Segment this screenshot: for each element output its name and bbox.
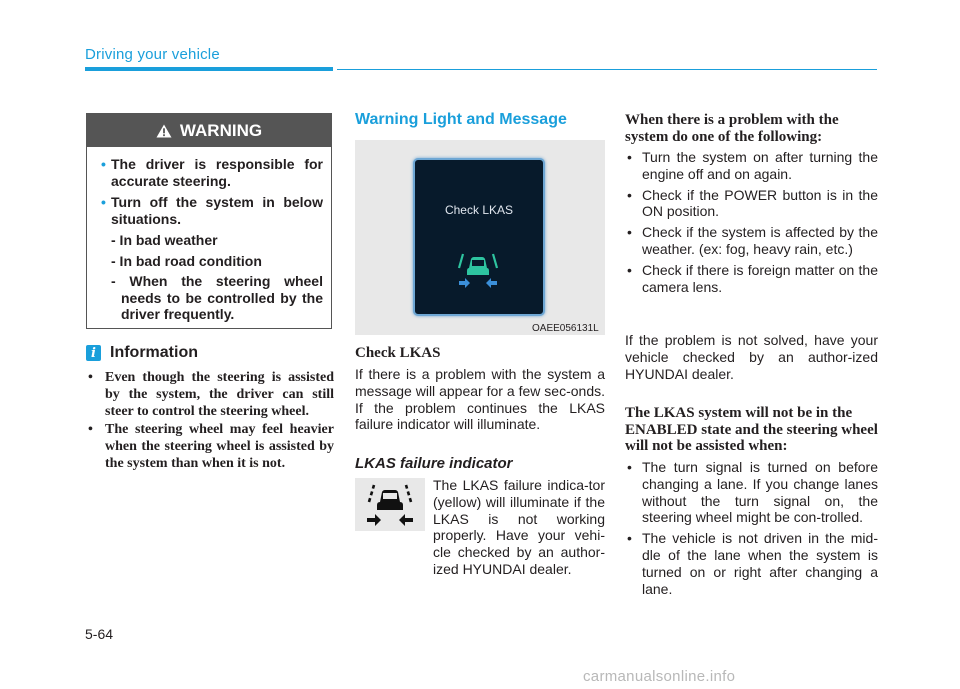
not-enabled-heading: The LKAS system will not be in the ENABLED state and the steering wheel will not be assisted when: [625, 405, 878, 454]
image-code: OAEE056131L [532, 323, 599, 334]
warning-box [86, 113, 332, 329]
information-title: Information [110, 344, 198, 361]
footer-watermark: carmanualsonline.info [583, 668, 736, 685]
lkas-failure-icon-box [355, 478, 425, 531]
warning-header [87, 114, 331, 147]
problem-item: • Check if the system is affected by the weather. (ex: fog, heavy rain, etc.) [627, 224, 878, 257]
information-item: • The steering wheel may feel heavier when the steering wheel is assisted by the system than when it is not. [88, 422, 334, 471]
warning-condition: - In bad weather [111, 232, 218, 248]
check-lkas-heading: Check LKAS [355, 345, 441, 361]
warning-body [87, 147, 331, 323]
lkas-failure-heading: LKAS failure indicator [355, 455, 513, 472]
warning-bullet: • Turn off the system in below situations. [101, 194, 323, 227]
not-enabled-item: • The turn signal is turned on before changing a lane. If you change lanes without the turn signal on, the steering wheel might be con-trolled. [627, 459, 878, 526]
problem-item: • Check if the POWER button is in the ON position. [627, 186, 878, 220]
warning-conditions [101, 232, 323, 323]
warning-condition: - In bad road condition [111, 252, 262, 269]
not-enabled-list [625, 459, 878, 601]
lkas-failure-icon [361, 482, 419, 527]
warning-bullet: • The driver is responsible for accurate steering. [101, 156, 323, 189]
warning-triangle-icon [156, 124, 172, 138]
warning-condition: - When the steering wheel needs to be controlled by the driver frequently. [111, 273, 323, 322]
warning-light-heading: Warning Light and Message [355, 111, 567, 128]
problem-list [625, 149, 878, 299]
information-heading [86, 344, 198, 362]
check-lkas-text: If there is a problem with the system a message will appear for a few sec-onds. If the problem continues the LKAS failure indicator will illuminate. [355, 366, 605, 433]
lkas-failure-text: The LKAS failure indica-tor (yellow) will illuminate if the LKAS is not working properly. Have your vehi-cle checked by an author-ized HYUNDAI dealer. [433, 477, 605, 577]
problem-item: • Check if there is foreign matter on the camera lens. [627, 261, 878, 295]
cluster-image [355, 140, 605, 335]
header-rule-thin [337, 69, 877, 70]
cluster-screen [413, 158, 545, 316]
header-rule-thick [85, 67, 333, 71]
info-i-icon: i [86, 345, 101, 361]
information-item: • Even though the steering is assisted by the system, the driver can still steer to control the steering wheel. [88, 370, 334, 419]
information-list [86, 370, 334, 475]
lkas-indicator-icon [453, 250, 503, 288]
unsolved-text: If the problem is not solved, have your vehicle checked by an author-ized HYUNDAI dealer. [625, 332, 878, 382]
section-header-title: Driving your vehicle [85, 46, 220, 63]
warning-title: WARNING [179, 120, 263, 140]
page-number: 5-64 [85, 626, 114, 642]
problem-item: • Turn the system on after turning the engine off and on again. [627, 149, 878, 182]
not-enabled-item: • The vehicle is not driven in the mid-dle of the lane when the system is turned on or right after changing a lane. [627, 530, 878, 597]
cluster-message: Check LKAS [444, 203, 514, 217]
problem-heading: When there is a problem with the system do one of the following: [625, 112, 839, 145]
